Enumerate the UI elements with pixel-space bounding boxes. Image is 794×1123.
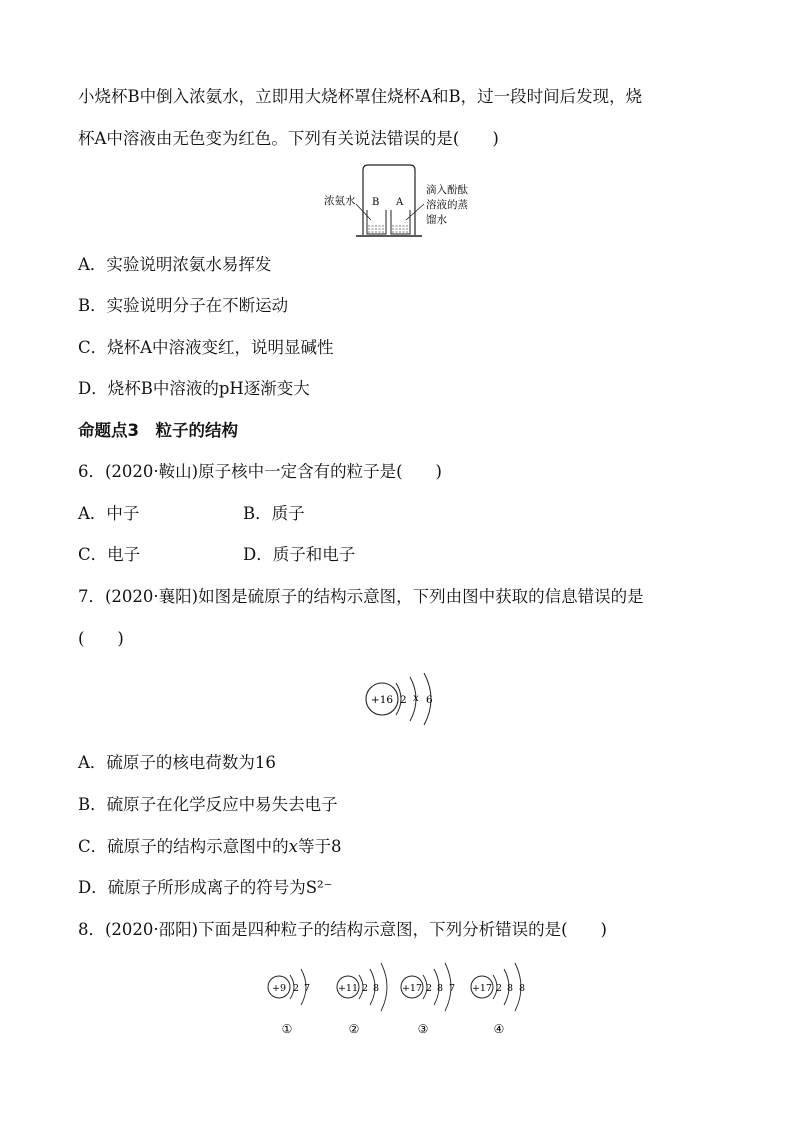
q5-option-b: B．实验说明分子在不断运动: [78, 296, 289, 315]
p4-shell3: 8: [519, 983, 526, 994]
sulfur-atom-diagram: [360, 668, 450, 728]
q5-option-d: D．烧杯B中溶液的pH逐渐变大: [78, 379, 310, 398]
p2-shell1: 2: [362, 983, 369, 994]
label-beaker-b: B: [372, 197, 380, 208]
particle-diagram-1: [268, 969, 310, 1036]
label-phenol-1: 滴入酚酞: [426, 184, 468, 196]
q7-option-c-pre: C．硫原子的结构示意图中的: [78, 837, 289, 856]
p2-label: ②: [348, 1022, 360, 1036]
q5-stem-line1: 小烧杯B中倒入浓氨水，立即用大烧杯罩住烧杯A和B，过一段时间后发现，烧: [78, 87, 643, 106]
label-beaker-a: A: [396, 197, 404, 208]
q6-option-d: D．质子和电子: [243, 545, 356, 564]
sulfur-shell3-count: 6: [426, 694, 433, 706]
particle-diagram-3: [401, 963, 455, 1036]
sulfur-nucleus-charge: +16: [370, 694, 394, 706]
p4-label: ④: [493, 1022, 505, 1036]
q6-option-b: B．质子: [243, 504, 305, 523]
p1-shell1: 2: [293, 983, 300, 994]
p3-shell3: 7: [449, 983, 456, 994]
p3-shell2: 8: [437, 983, 444, 994]
label-ammonia: 浓氨水: [324, 195, 356, 207]
q6-option-a: A．中子: [78, 504, 140, 523]
p2-shell2: 8: [373, 983, 380, 994]
q7-option-c-post: 等于8: [297, 837, 342, 856]
p4-shell1: 2: [496, 983, 503, 994]
q6-stem: 6．(2020·鞍山)原子核中一定含有的粒子是( ): [78, 462, 442, 481]
q7-option-d: D．硫原子所形成离子的符号为S²⁻: [78, 878, 333, 897]
sulfur-shell1-count: 2: [400, 694, 407, 706]
beaker-experiment-figure: [318, 160, 518, 245]
p1-label: ①: [281, 1022, 293, 1036]
label-phenol-3: 馏水: [426, 214, 447, 226]
p2-nucleus: +11: [337, 983, 359, 994]
section-heading: 命题点3 粒子的结构: [78, 421, 238, 440]
p3-label: ③: [417, 1022, 429, 1036]
q7-option-c-var: x: [288, 837, 298, 856]
q7-stem-line2: ( ): [78, 629, 124, 648]
q7-option-a: A．硫原子的核电荷数为16: [78, 753, 276, 772]
sulfur-shell2-count: x: [413, 692, 419, 704]
particle-diagram-4: [471, 963, 525, 1036]
q7-stem-line1: 7．(2020·襄阳)如图是硫原子的结构示意图，下列由图中获取的信息错误的是: [78, 587, 644, 606]
q8-stem: 8．(2020·邵阳)下面是四种粒子的结构示意图，下列分析错误的是( ): [78, 920, 607, 939]
q5-option-a: A．实验说明浓氨水易挥发: [78, 255, 272, 274]
q5-option-c: C．烧杯A中溶液变红，说明显碱性: [78, 338, 334, 357]
particle-diagram-2: [337, 963, 387, 1036]
p3-nucleus: +17: [401, 983, 423, 994]
q6-option-c: C．电子: [78, 545, 141, 564]
q5-stem-line2: 杯A中溶液由无色变为红色。下列有关说法错误的是( ): [78, 129, 499, 148]
label-phenol-2: 溶液的蒸: [426, 199, 468, 211]
p1-nucleus: +9: [271, 983, 287, 994]
q7-option-c: [78, 836, 341, 858]
q7-option-b: B．硫原子在化学反应中易失去电子: [78, 795, 338, 814]
p4-shell2: 8: [507, 983, 514, 994]
p4-nucleus: +17: [471, 983, 493, 994]
particle-diagrams: [262, 950, 542, 1045]
p1-shell2: 7: [304, 983, 311, 994]
p3-shell1: 2: [426, 983, 433, 994]
